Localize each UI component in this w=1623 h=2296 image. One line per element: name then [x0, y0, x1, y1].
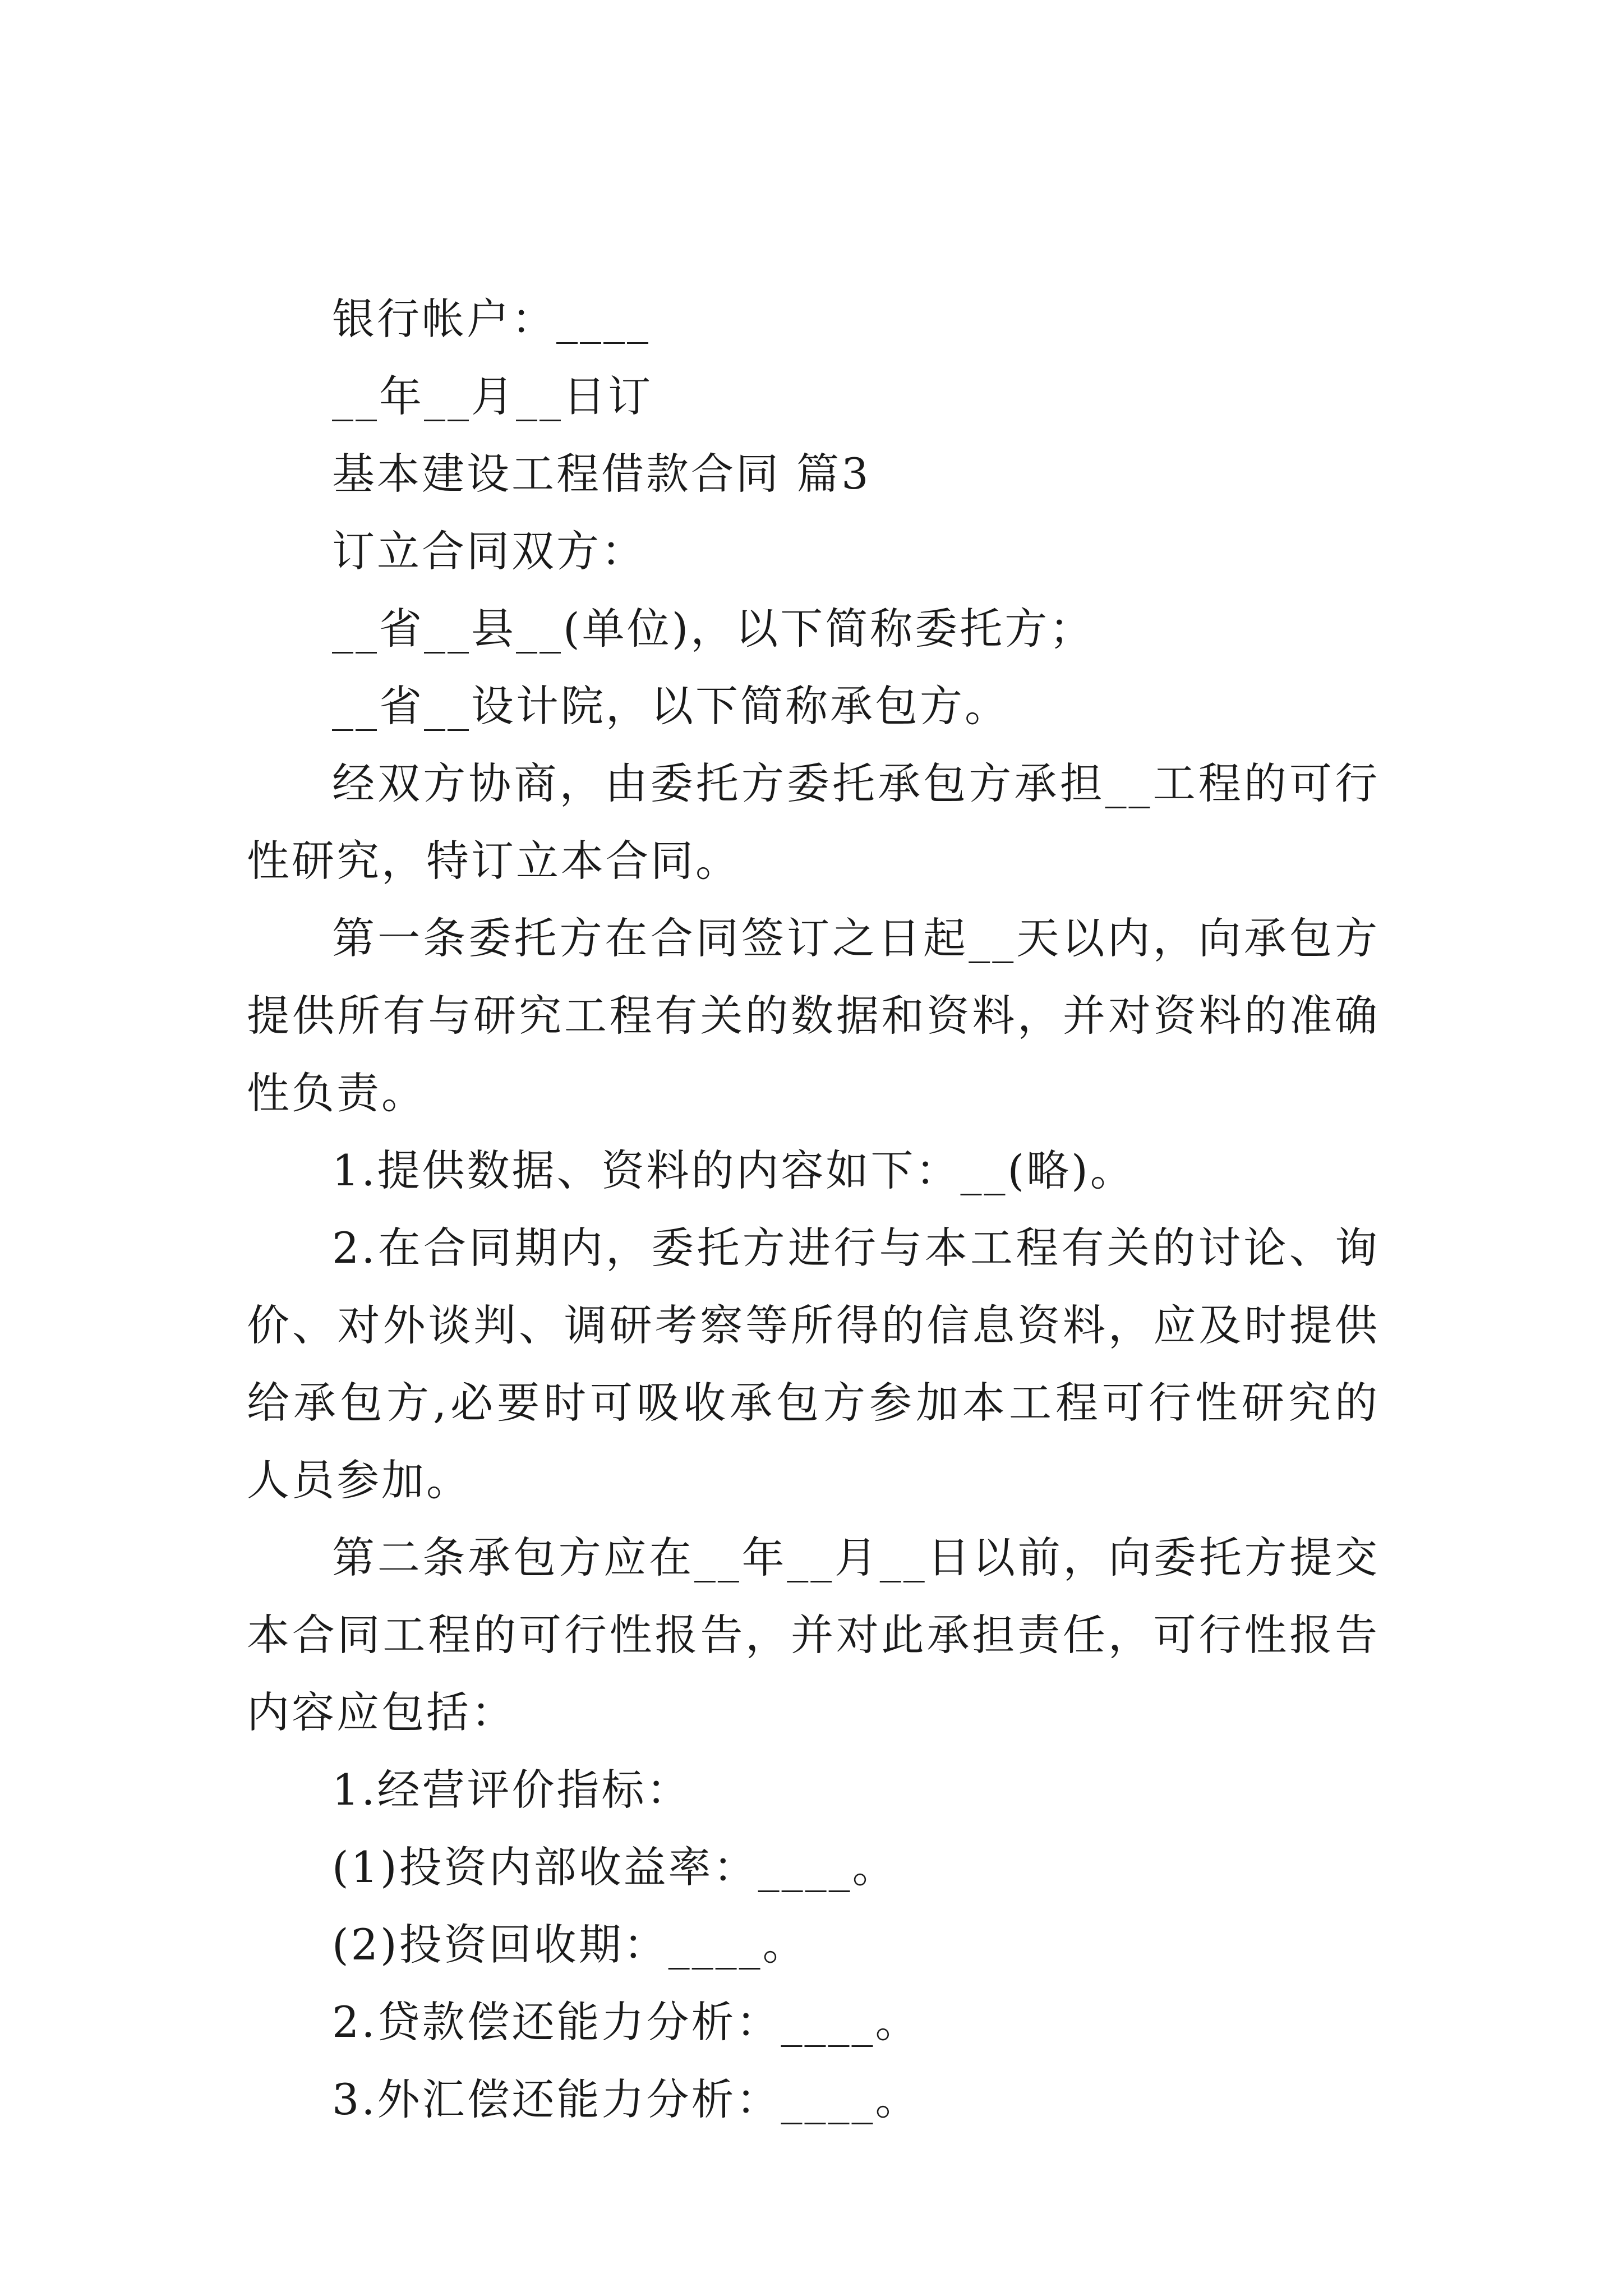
bank-account-line: 银行帐户：____ [332, 294, 651, 344]
article-one-paragraph: 第一条委托方在合同签订之日起__天以内，向承包方提供所有与研究工程有关的数据和资料，并对资料的准确性负责。 [247, 913, 1380, 1118]
client-party-line: __省__县__(单位)，以下简称委托方； [332, 604, 1095, 654]
article-two-item-1-sub-1: (1)投资内部收益率：____。 [332, 1842, 897, 1892]
contract-title: 基本建设工程借款合同 篇3 [332, 449, 871, 499]
signing-date-line: __年__月__日订 [332, 371, 653, 421]
preamble-paragraph: 经双方协商，由委托方委托承包方承担__工程的可行性研究，特订立本合同。 [247, 758, 1380, 886]
article-two-paragraph: 第二条承包方应在__年__月__日以前，向委托方提交本合同工程的可行性报告，并对此承担责任，可行性报告内容应包括： [247, 1533, 1380, 1737]
article-two-item-2: 2.贷款偿还能力分析：____。 [332, 1997, 920, 2047]
article-two-item-1: 1.经营评价指标： [332, 1765, 691, 1815]
article-one-item-2: 2.在合同期内，委托方进行与本工程有关的讨论、询价、对外谈判、调研考察等所得的信息资料，应及时提供给承包方,必要时可吸收承包方参加本工程可行性研究的人员参加。 [247, 1223, 1380, 1505]
contractor-party-line: __省__设计院，以下简称承包方。 [332, 681, 1009, 731]
article-two-item-3: 3.外汇偿还能力分析：____。 [332, 2074, 920, 2124]
article-one-item-1: 1.提供数据、资料的内容如下：__(略)。 [332, 1145, 1135, 1195]
article-two-item-1-sub-2: (2)投资回收期：____。 [332, 1920, 808, 1970]
document-body [247, 280, 1380, 2138]
parties-heading: 订立合同双方： [332, 526, 646, 576]
